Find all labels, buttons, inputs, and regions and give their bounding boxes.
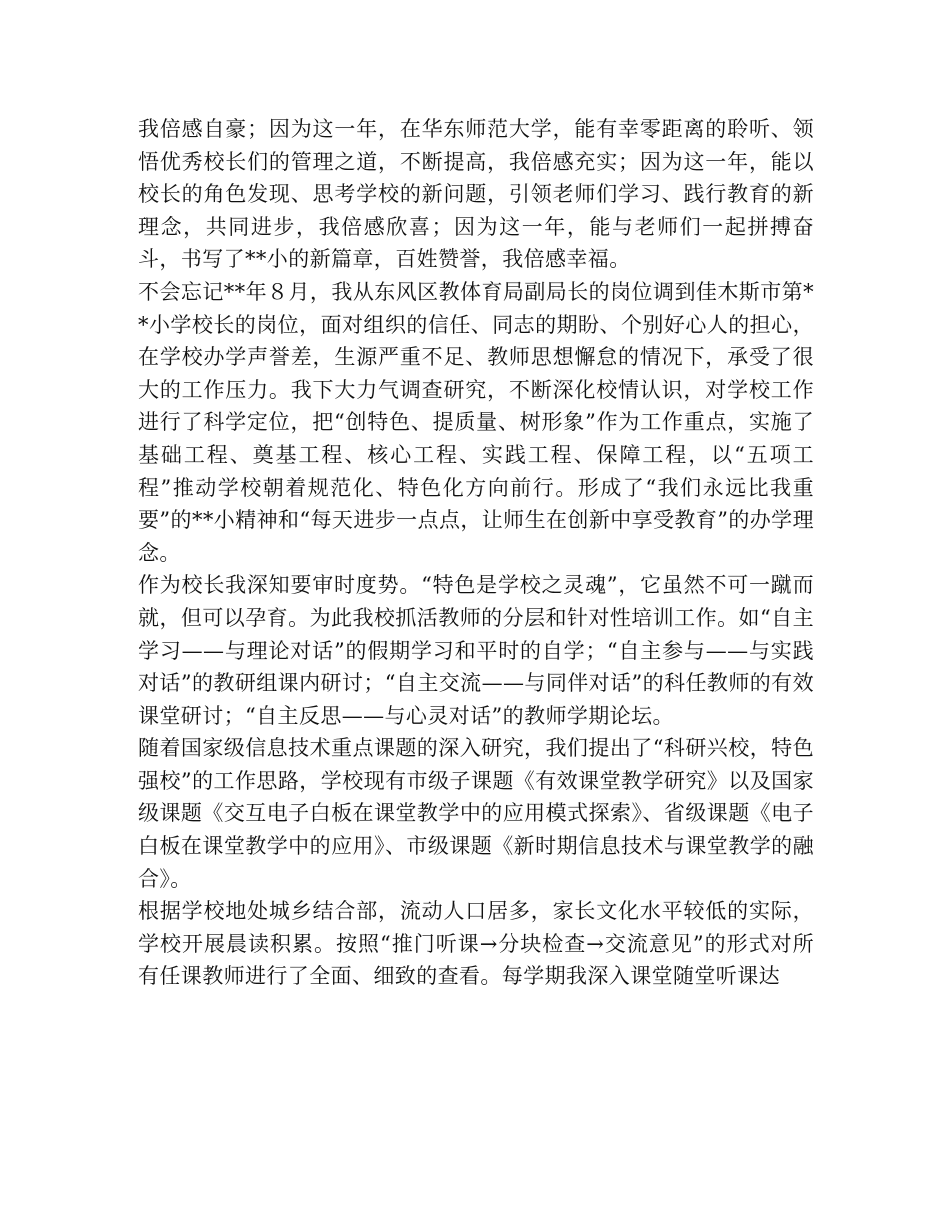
paragraph-2: 不会忘记**年８月，我从东风区教体育局副局长的岗位调到佳木斯市第**小学校长的岗位，面对组织的信任、同志的期盼、个别好心人的担心，在学校办学声誉差，生源严重不足、教师思想懈怠的情况下，承受了很大的工作压力。我下大力气调查研究，不断深化校情认识，对学校工作进行了科学定位，把“创特色、提质量、树形象”作为工作重点，实施了基础工程、奠基工程、核心工程、实践工程、保障工程，以“五项工程”推动学校朝着规范化、特色化方向前行。形成了“我们永远比我重要”的**小精神和“每天进步一点点，让师生在创新中享受教育”的办学理念。 [138,279,814,565]
document-body [138,113,814,993]
paragraph-3: 作为校长我深知要审时度势。“特色是学校之灵魂”，它虽然不可一蹴而就，但可以孕育。为此我校抓活教师的分层和针对性培训工作。如“自主学习——与理论对话”的假期学习和平时的自学；“自主参与——与实践对话”的教研组课内研讨；“自主交流——与同伴对话”的科任教师的有效课堂研讨；“自主反思——与心灵对话”的教师学期论坛。 [138,573,814,728]
paragraph-4: 随着国家级信息技术重点课题的深入研究，我们提出了“科研兴校，特色强校”的工作思路，学校现有市级子课题《有效课堂教学研究》以及国家级课题《交互电子白板在课堂教学中的应用模式探索》、省级课题《电子白板在课堂教学中的应用》、市级课题《新时期信息技术与课堂教学的融合》。 [138,736,814,891]
paragraph-5: 根据学校地处城乡结合部，流动人口居多，家长文化水平较低的实际，学校开展晨读积累。按照“推门听课→分块检查→交流意见”的形式对所有任课教师进行了全面、细致的查看。每学期我深入课堂随堂听课达 [138,899,814,989]
paragraph-1: 我倍感自豪；因为这一年，在华东师范大学，能有幸零距离的聆听、领悟优秀校长们的管理之道，不断提高，我倍感充实；因为这一年，能以校长的角色发现、思考学校的新问题，引领老师们学习、践行教育的新理念，共同进步，我倍感欣喜；因为这一年，能与老师们一起拼搏奋斗，书写了**小的新篇章，百姓赞誉，我倍感幸福。 [138,117,814,272]
